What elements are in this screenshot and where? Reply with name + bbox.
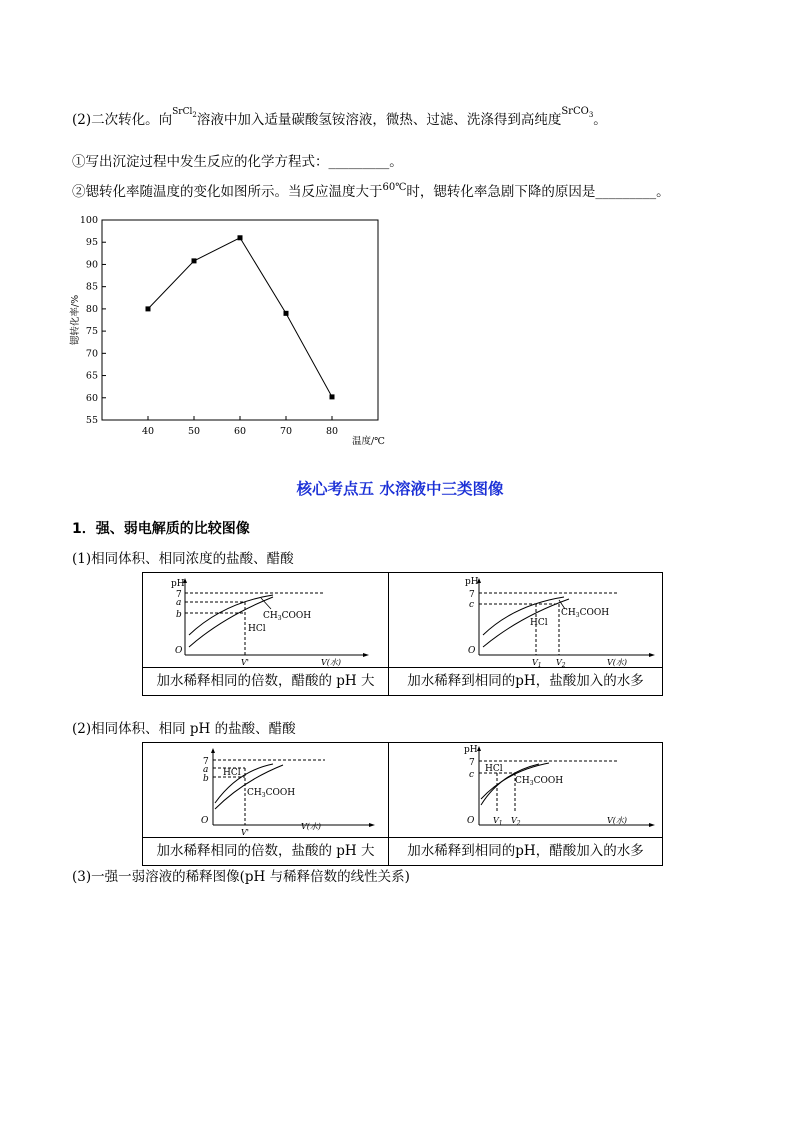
v1-label-2: $V_1$ bbox=[493, 816, 503, 827]
graph-cell-2a bbox=[143, 743, 389, 838]
tick-c-2: c bbox=[469, 770, 475, 780]
dilution-graph-same-ph-same-fold bbox=[143, 743, 388, 837]
data-point bbox=[284, 311, 289, 316]
part3-title: (3)一强一弱溶液的稀释图像(pH 与稀释倍数的线性关系) bbox=[72, 869, 410, 885]
y-tick-label: 60 bbox=[85, 392, 98, 404]
y-tick-label: 95 bbox=[85, 237, 98, 249]
series-line bbox=[148, 238, 332, 397]
data-point bbox=[192, 258, 197, 263]
graph-cell-1a bbox=[143, 573, 389, 668]
y-tick-label: 90 bbox=[85, 259, 98, 271]
y-tick-label: 65 bbox=[85, 370, 98, 382]
caption-1a: 加水稀释相同的倍数，醋酸的 pH 大 bbox=[143, 668, 389, 696]
table-part2 bbox=[142, 742, 663, 866]
graph-cell-2b bbox=[389, 743, 663, 838]
data-point bbox=[238, 235, 243, 240]
dilution-graph-same-conc-same-fold bbox=[143, 573, 388, 667]
part1-title: (1)相同体积、相同浓度的盐酸、醋酸 bbox=[72, 551, 294, 567]
hcl-label-4: HCl bbox=[485, 764, 503, 774]
v1-label: $V_1$ bbox=[532, 658, 542, 669]
caption-2a: 加水稀释相同的倍数，盐酸的 pH 大 bbox=[143, 838, 389, 866]
v2-label-2: $V_2$ bbox=[511, 816, 521, 827]
tick-c: c bbox=[469, 600, 475, 610]
tick-b-2: b bbox=[203, 774, 209, 784]
ch3cooh-label-3: $CH_3COOH$ bbox=[247, 788, 296, 799]
v-water-label: V(水) bbox=[321, 658, 342, 667]
hcl-label-2: HCl bbox=[530, 618, 548, 628]
x-axis-label: 温度/℃ bbox=[352, 436, 385, 447]
ph-label: pH bbox=[171, 579, 185, 589]
origin-4: O bbox=[467, 816, 475, 826]
ph-label-2: pH bbox=[465, 577, 479, 587]
y-tick-label: 70 bbox=[85, 348, 98, 360]
y-tick-label: 75 bbox=[85, 326, 98, 338]
caption-1b: 加水稀释到相同的pH，盐酸加入的水多 bbox=[389, 668, 663, 696]
table-part1 bbox=[142, 572, 663, 696]
dilution-graph-same-conc-same-ph bbox=[389, 573, 662, 669]
v-prime-label: V' bbox=[241, 658, 249, 667]
question-line-2: ①写出沉淀过程中发生反应的化学方程式：_________。 bbox=[72, 154, 403, 170]
tick-a-2: a bbox=[203, 765, 209, 775]
hcl-label-3: HCl bbox=[223, 768, 241, 778]
subsection-title: 1．强、弱电解质的比较图像 bbox=[72, 521, 250, 537]
graph-cell-1b bbox=[389, 573, 663, 668]
ch3cooh-label: $CH_3COOH$ bbox=[263, 611, 312, 622]
formula-srcl2: SrCl2 bbox=[172, 107, 197, 119]
tick-7-3: 7 bbox=[203, 757, 209, 767]
v-water-label-4: V(水) bbox=[607, 816, 628, 825]
x-tick-label: 50 bbox=[187, 426, 201, 437]
ch3cooh-label-4: $CH_3COOH$ bbox=[515, 776, 564, 787]
origin-2: O bbox=[468, 646, 476, 656]
ph-label-4: pH bbox=[464, 745, 478, 755]
v-water-label-3: V(水) bbox=[301, 822, 322, 831]
v2-label: $V_2$ bbox=[556, 658, 566, 669]
ch3cooh-label-2: $CH_3COOH$ bbox=[561, 608, 610, 619]
data-point bbox=[146, 306, 151, 311]
y-tick-label: 55 bbox=[85, 415, 98, 426]
caption-2b: 加水稀释到相同的pH，醋酸加入的水多 bbox=[389, 838, 663, 866]
section-title: 核心考点五 水溶液中三类图像 bbox=[296, 480, 504, 498]
origin-3: O bbox=[201, 816, 209, 826]
x-tick-label: 40 bbox=[141, 426, 155, 437]
y-tick-label: 80 bbox=[85, 303, 98, 315]
v-water-label-2: V(水) bbox=[607, 658, 628, 667]
origin: O bbox=[175, 646, 183, 656]
plot-frame bbox=[102, 220, 378, 420]
hcl-label: HCl bbox=[248, 624, 266, 634]
part2-title: (2)相同体积、相同 pH 的盐酸、醋酸 bbox=[72, 721, 296, 737]
tick-7: 7 bbox=[176, 590, 182, 600]
formula-srco3: SrCO3 bbox=[561, 106, 594, 119]
tick-a: a bbox=[176, 598, 182, 608]
x-tick-label: 80 bbox=[325, 426, 339, 437]
tick-7-2: 7 bbox=[469, 590, 475, 600]
dilution-graph-same-ph-same-ph bbox=[389, 743, 662, 833]
v-prime-label-2: V' bbox=[241, 828, 249, 837]
data-point bbox=[330, 394, 335, 399]
y-tick-label: 85 bbox=[85, 281, 98, 293]
question-line-1: (2)二次转化。向$^{SrCl_2}$溶液中加入适量碳酸氢铵溶液，微热、过滤、洗涤得到高纯度$^{SrCO_3}$。 bbox=[72, 106, 607, 128]
y-tick-label: 100 bbox=[79, 215, 98, 226]
tick-7-4: 7 bbox=[469, 758, 475, 768]
x-tick-label: 60 bbox=[233, 426, 247, 437]
x-tick-label: 70 bbox=[279, 426, 293, 437]
y-axis-label: 锶转化率/% bbox=[70, 294, 81, 346]
strontium-conversion-chart bbox=[60, 212, 400, 452]
question-line-3: ②锶转化率随温度的变化如图所示。当反应温度大于$^{60℃}$时，锶转化率急剧下降的原因是_________。 bbox=[72, 182, 670, 200]
tick-b: b bbox=[176, 610, 182, 620]
